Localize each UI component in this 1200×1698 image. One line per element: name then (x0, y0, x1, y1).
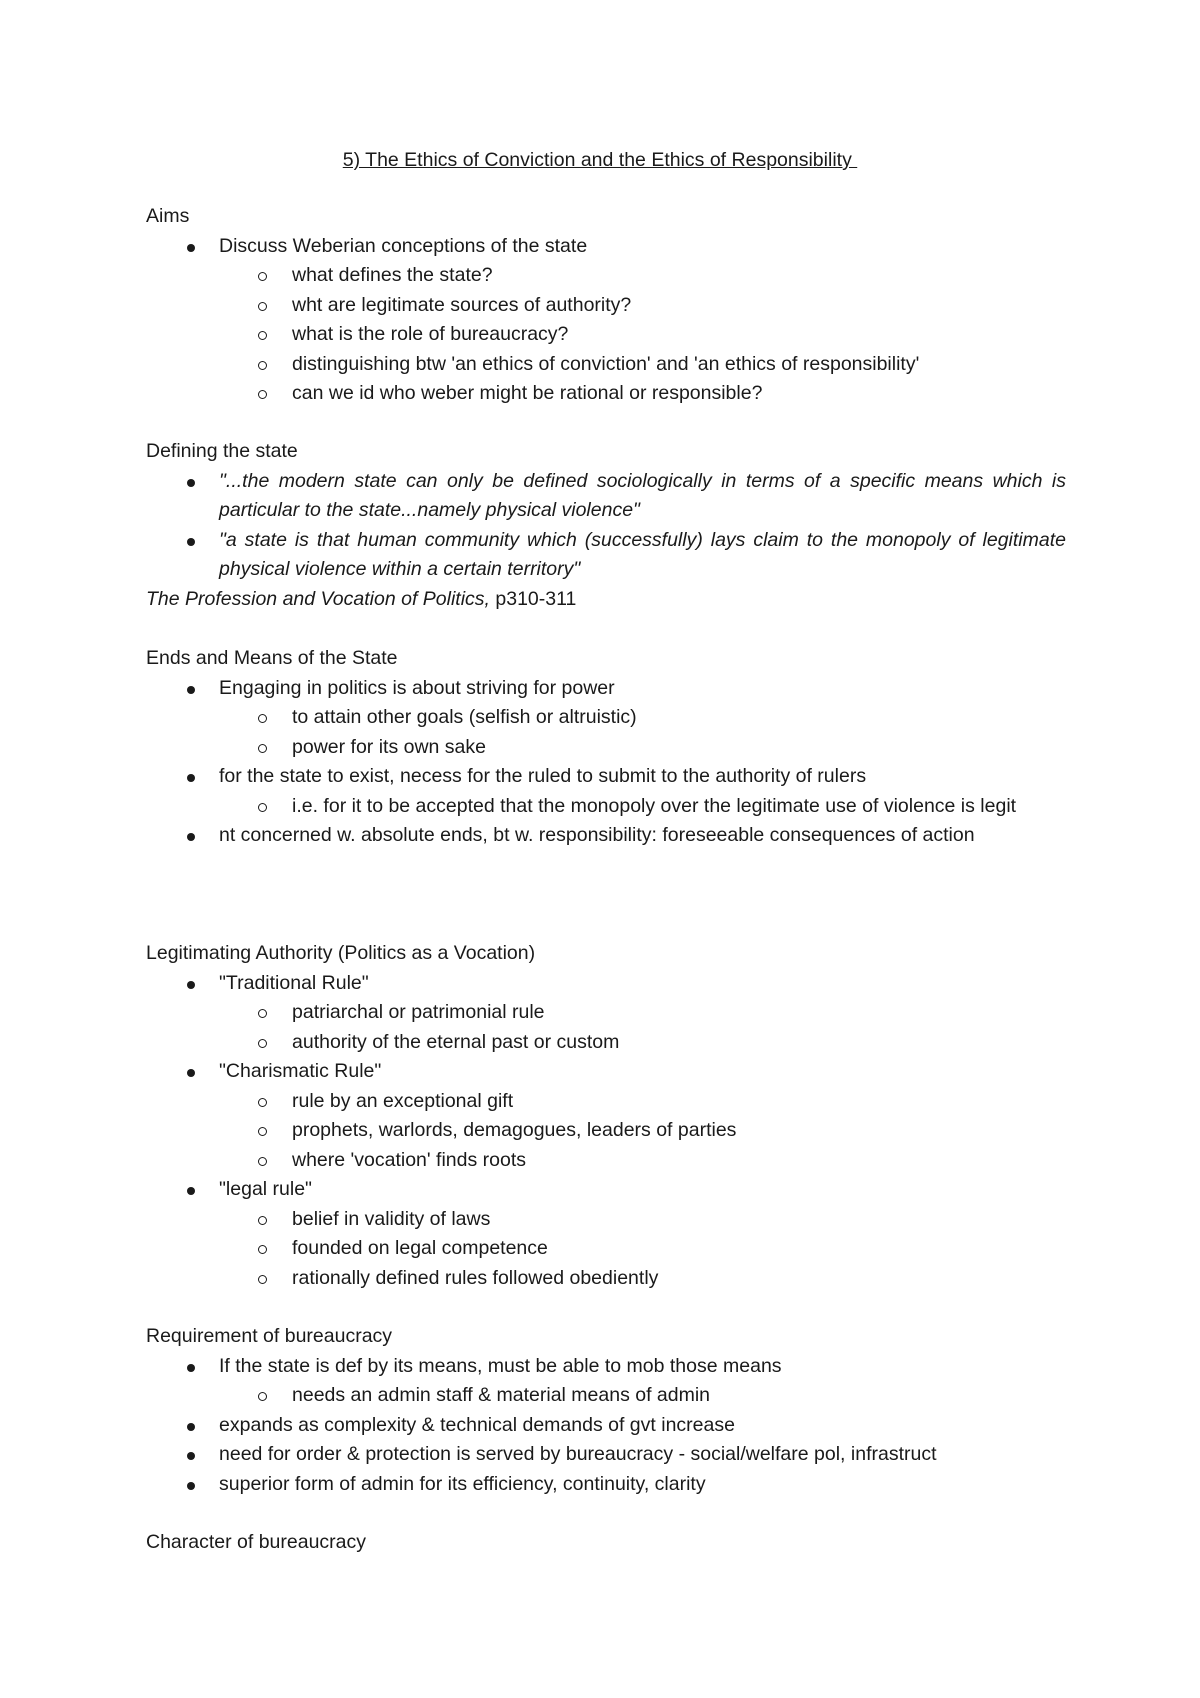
bullet-dot-icon (187, 479, 195, 487)
section-heading: Aims (146, 205, 190, 227)
section-heading: Ends and Means of the State (146, 647, 398, 669)
list-subitem: rationally defined rules followed obediently (146, 1264, 1066, 1294)
section-legitimating-authority (146, 939, 1066, 1293)
bullet-ring-icon (258, 1039, 267, 1048)
bullet-ring-icon (258, 1157, 267, 1166)
list-subitem: what defines the state? (146, 261, 1066, 291)
list-subitem: distinguishing btw 'an ethics of conviction' and 'an ethics of responsibility' (146, 350, 1066, 380)
bullet-ring-icon (258, 1275, 267, 1284)
bullet-ring-icon (258, 714, 267, 723)
section-defining-state (146, 437, 1066, 614)
bullet-dot-icon (187, 1364, 195, 1372)
list-subitem: to attain other goals (selfish or altruistic) (146, 703, 1066, 733)
section-requirement-bureaucracy (146, 1322, 1066, 1499)
bullet-dot-icon (187, 1187, 195, 1195)
list-subitem: i.e. for it to be accepted that the monopoly over the legitimate use of violence is legit (146, 792, 1066, 822)
list-subitem: patriarchal or patrimonial rule (146, 998, 1066, 1028)
bullet-ring-icon (258, 803, 267, 812)
section-character-bureaucracy (146, 1528, 1066, 1558)
bullet-ring-icon (258, 1009, 267, 1018)
section-heading: Requirement of bureaucracy (146, 1325, 393, 1347)
list-item: expands as complexity & technical demands of gvt increase (146, 1411, 1066, 1441)
bullet-ring-icon (258, 1098, 267, 1107)
list-subitem: wht are legitimate sources of authority? (146, 291, 1066, 321)
bullet-ring-icon (258, 1216, 267, 1225)
list-subitem: power for its own sake (146, 733, 1066, 763)
section-aims (146, 202, 1066, 409)
quote-item: "...the modern state can only be defined sociologically in terms of a specific means which is particular to the state...namely physical violence" (146, 467, 1066, 526)
bullet-dot-icon (187, 244, 195, 252)
bullet-dot-icon (187, 774, 195, 782)
bullet-dot-icon (187, 833, 195, 841)
list-subitem: where 'vocation' finds roots (146, 1146, 1066, 1176)
list-item: superior form of admin for its efficiency, continuity, clarity (146, 1470, 1066, 1500)
list-subitem: what is the role of bureaucracy? (146, 320, 1066, 350)
list-item: need for order & protection is served by bureaucracy - social/welfare pol, infrastruct (146, 1440, 1066, 1470)
bullet-dot-icon (187, 981, 195, 989)
bullet-dot-icon (187, 686, 195, 694)
list-item: Engaging in politics is about striving for power (146, 674, 1066, 704)
list-item: If the state is def by its means, must be able to mob those means (146, 1352, 1066, 1382)
bullet-ring-icon (258, 744, 267, 753)
bullet-ring-icon (258, 302, 267, 311)
list-item: "Charismatic Rule" (146, 1057, 1066, 1087)
list-subitem: belief in validity of laws (146, 1205, 1066, 1235)
list-subitem: rule by an exceptional gift (146, 1087, 1066, 1117)
list-item: "Traditional Rule" (146, 969, 1066, 999)
citation (146, 585, 1066, 615)
bullet-ring-icon (258, 1245, 267, 1254)
citation-pages: p310-311 (489, 587, 577, 610)
section-heading: Character of bureaucracy (146, 1531, 367, 1553)
list-subitem: needs an admin staff & material means of admin (146, 1381, 1066, 1411)
list-item: nt concerned w. absolute ends, bt w. responsibility: foreseeable consequences of action (146, 821, 1066, 851)
document-title: 5) The Ethics of Conviction and the Ethics of Responsibility (342, 149, 858, 171)
section-heading: Defining the state (146, 440, 298, 462)
bullet-ring-icon (258, 361, 267, 370)
bullet-ring-icon (258, 1392, 267, 1401)
bullet-ring-icon (258, 272, 267, 281)
bullet-ring-icon (258, 331, 267, 340)
list-subitem: prophets, warlords, demagogues, leaders of parties (146, 1116, 1066, 1146)
citation-title: The Profession and Vocation of Politics, (146, 587, 490, 610)
list-subitem: can we id who weber might be rational or responsible? (146, 379, 1066, 409)
bullet-ring-icon (258, 390, 267, 399)
quote-item: "a state is that human community which (successfully) lays claim to the monopoly of legitimate physical violence within a certain territory" (146, 526, 1066, 585)
list-item: Discuss Weberian conceptions of the state (146, 232, 1066, 262)
section-ends-means (146, 644, 1066, 851)
bullet-ring-icon (258, 1127, 267, 1136)
list-subitem: authority of the eternal past or custom (146, 1028, 1066, 1058)
bullet-dot-icon (187, 538, 195, 546)
bullet-dot-icon (187, 1423, 195, 1431)
bullet-dot-icon (187, 1069, 195, 1077)
list-item: for the state to exist, necess for the ruled to submit to the authority of rulers (146, 762, 1066, 792)
bullet-dot-icon (187, 1482, 195, 1490)
bullet-dot-icon (187, 1452, 195, 1460)
section-heading: Legitimating Authority (Politics as a Vocation) (146, 942, 536, 964)
list-item: "legal rule" (146, 1175, 1066, 1205)
list-subitem: founded on legal competence (146, 1234, 1066, 1264)
